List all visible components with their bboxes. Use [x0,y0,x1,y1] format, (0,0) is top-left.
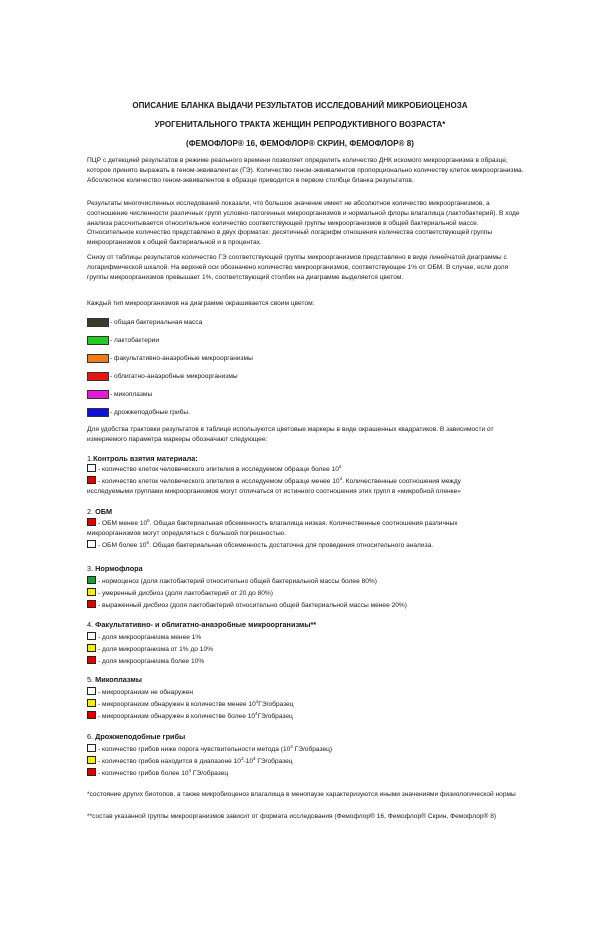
marker-row [87,711,532,722]
yellow-marker-icon [87,588,96,596]
marker-row [87,687,532,698]
legend-label: - общая бактериальная масса [110,318,203,326]
section-6-title [87,732,185,741]
color-swatch [87,372,109,381]
white-marker-icon [87,687,96,695]
legend-mycoplasma [87,388,152,400]
red-marker-icon [87,768,96,776]
legend-facultative-anaerobes [87,352,253,364]
color-swatch [87,336,109,345]
marker-text: . Количественные соотношения между [342,478,461,485]
color-swatch [87,318,109,327]
marker-text: - количество грибов находится в диапазоне 10 [98,758,241,765]
color-swatch [87,390,109,399]
marker-row [87,699,532,710]
marker-text: ГЭ/образец [255,758,293,765]
color-swatch [87,354,109,363]
red-marker-icon [87,518,96,526]
footnote-2: **состав указанной группы микроорганизмов зависит от формата исследования (Фемофлор® 16, Фемофлор® Скрин, Фемофлор® 8) [87,813,497,820]
marker-row [87,464,532,475]
color-swatch [87,408,109,417]
paragraph-diagram: Снизу от таблицы результатов количество ГЭ соответствующей группы микроорганизмов представлено в виде линейчатой диаграммы с логарифмической шкалой. На верхней оси обозначено количество микроорганизмов, соответствующее 1% от ОБМ. В случае, если доля группы микроорганизмов превышает 1%, соответствующий столбик на диаграмме выделяется цветом. [87,254,509,281]
yellow-marker-icon [87,644,96,652]
marker-text: - количество грибов более 10 [98,770,189,777]
marker-row [87,744,532,755]
section-number: 6. [87,732,96,741]
legend-yeasts [87,406,190,418]
paragraph-ratio: Результаты многочисленных исследований показали, что большое значение имеет не абсолютное количество микроорганизмов, а соотношение численности различных групп условно-патогенных микроорганизмов и нормальной флоры влагалища (лактобактерий). В ходе анализа рассчитывается относительное количество соответствующей группы микроорганизмов в общей бактериальной массе. Относительное количество представлено в двух форматах: десятичный логарифм отношения количества соответствующей группы микроорганизмов к общей бактериальной и в процентах. [87,200,520,247]
marker-text: - доля микроорганизма более 10% [98,658,205,665]
legend-lactobacilli [87,334,159,346]
paragraph-pcr: ПЦР с детекцией результатов в режиме реального времени позволяет определить количество ДНК искомого микроорганизма в образце, которое принято выражать в геном-эквивалентах (ГЭ). Количество геном-эквивалентов пропорционально количеству клеток микроорганизма. Абсолютное количество геном-эквивалентов в образце приводится в первом столбце бланка результатов. [87,157,524,184]
marker-text: . Общая бактериальная обсеменность достаточна для проведения относительного анализа. [148,542,434,549]
red-marker-icon [87,656,96,664]
marker-text: - микроорганизм обнаружен в количестве более 10 [98,713,256,720]
marker-row [87,518,532,529]
marker-text: ГЭ/образец) [292,746,333,753]
marker-continuation: исследуемыми группами микроорганизмов могут отличаться от истинного соотношения этих групп в «микробной пленке» [87,488,461,495]
marker-row [87,588,532,599]
white-marker-icon [87,632,96,640]
marker-text: - выраженный дисбиоз (доля лактобактерий относительно общей бактериальной массы менее 20%) [98,602,407,609]
section-4-title [87,620,316,629]
legend-total-bacterial-mass [87,316,202,328]
green-marker-icon [87,576,96,584]
section-number: 2. [87,507,96,516]
marker-text: ГЭ/образец [191,770,229,777]
red-marker-icon [87,711,96,719]
legend-label: - факультативно-анаэробные микроорганизмы [110,354,253,362]
legend-obligate-anaerobes [87,370,238,382]
marker-text: ГЭ/образец [258,701,294,708]
section-number: 3. [87,564,96,573]
marker-text: - умеренный дисбиоз (доля лактобактерий от 20 до 80%) [98,590,273,597]
exponent: 4 [252,756,256,761]
exponent: 4 [255,699,259,704]
section-heading: Нормофлора [95,564,143,573]
marker-row [87,600,532,611]
paragraph-colors-intro: Каждый тип микроорганизмов на диаграмме окрашивается своим цветом: [87,300,315,307]
legend-label: - облигатно-анаэробные микроорганизмы [110,372,238,380]
exponent: 4 [188,768,192,773]
marker-text: - доля микроорганизма от 1% до 10% [98,646,214,653]
doc-title-line-1: ОПИСАНИЕ БЛАНКА ВЫДАЧИ РЕЗУЛЬТАТОВ ИССЛЕДОВАНИЙ МИКРОБИОЦЕНОЗА [132,101,468,110]
section-heading: Микоплазмы [95,675,142,684]
section-2-title [87,507,112,516]
section-5-title [87,675,142,684]
marker-row [87,644,532,655]
yellow-marker-icon [87,699,96,707]
marker-text: - микроорганизм обнаружен в количестве менее 10 [98,701,256,708]
section-heading: Дрожжеподобные грибы [95,732,186,741]
marker-text: -10 [243,758,253,765]
marker-row [87,756,532,767]
section-heading: ОБМ [95,507,113,516]
exponent: 4 [255,711,258,716]
exponent: 6 [147,518,150,523]
exponent: 4 [338,464,342,469]
marker-continuation: микроорганизмов могут определяться с большой погрешностью. [87,530,286,537]
marker-row [87,476,532,487]
marker-row [87,540,532,551]
marker-text: - количество клеток человеческого эпителия в исследуемом образце менее 10 [98,478,340,485]
section-1-title [87,454,198,463]
legend-label: - дрожжеподобные грибы. [110,408,190,416]
white-marker-icon [87,464,96,472]
red-marker-icon [87,476,96,484]
marker-row [87,632,532,643]
white-marker-icon [87,744,96,752]
marker-text: - нормоценоз (доля лактобактерий относительно общей бактериальной массы более 80%) [98,578,377,585]
exponent: 3 [240,756,244,761]
yellow-marker-icon [87,756,96,764]
white-marker-icon [87,540,96,548]
marker-text: . Общая бактериальная обсеменность влагалища низкая. Количественные соотношения различных [149,520,458,527]
marker-row [87,768,532,779]
section-heading: Факультативно- и облигатно-анаэробные микроорганизмы** [95,620,317,629]
red-marker-icon [87,600,96,608]
marker-row [87,576,532,587]
marker-row [87,656,532,667]
section-number: 4. [87,620,96,629]
doc-title-line-3: (ФЕМОФЛОР® 16, ФЕМОФЛОР® СКРИН, ФЕМОФЛОР® 8) [186,139,414,148]
doc-title-line-2: УРОГЕНИТАЛЬНОГО ТРАКТА ЖЕНЩИН РЕПРОДУКТИВНОГО ВОЗРАСТА* [154,120,446,129]
marker-text: - количество грибов ниже порога чувствительности метода (10 [98,746,291,753]
footnote-1: *состояние других биотопов, а также микробиоценоз влагалища в менопаузе характеризуются иными значениями физиологической нормы [87,791,516,798]
marker-text: ГЭ/образец [257,713,293,720]
marker-text: - доля микроорганизма менее 1% [98,634,202,641]
exponent: 4 [339,476,343,481]
legend-label: - лактобактерии [110,336,160,344]
marker-text: - микроорганизм не обнаружен [98,689,194,696]
marker-text: - ОБМ более 10 [98,542,147,549]
legend-label: - микоплазмы [110,390,153,398]
marker-text: - ОБМ менее 10 [98,520,148,527]
exponent: 6 [146,540,149,545]
section-number: 5. [87,675,96,684]
section-number: 1. [87,454,94,463]
section-3-title [87,564,143,573]
exponent: 3 [290,744,293,749]
marker-text: - количество клеток человеческого эпителия в исследуемом образце более 10 [98,466,339,473]
paragraph-markers-intro: Для удобства трактовки результатов в таблице используются цветовые маркеры в виде окрашенных квадратиков. В зависимости от измеряемого параметра маркеры обозначают следующее: [87,426,494,443]
section-heading: Контроль взятия материала: [93,454,198,463]
